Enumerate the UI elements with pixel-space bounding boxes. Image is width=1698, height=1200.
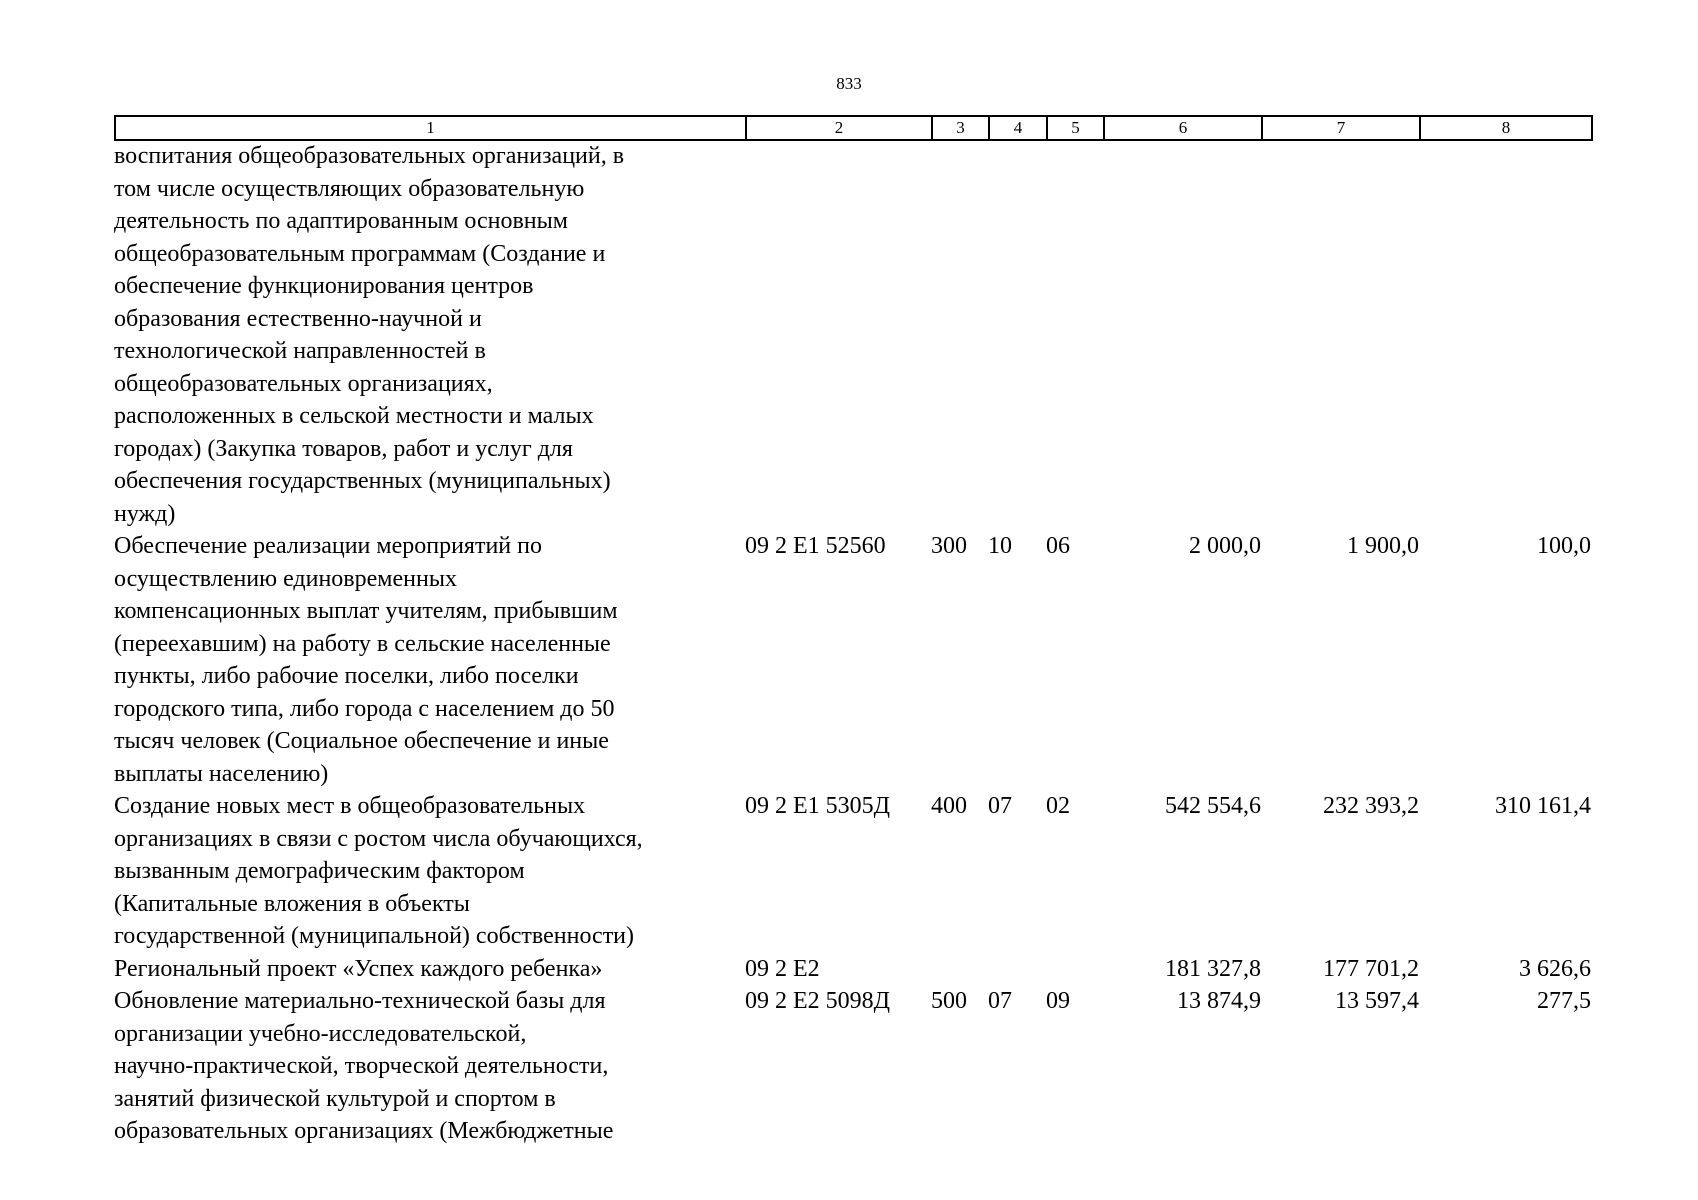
row-name-line: обеспечение функционирования центров (114, 273, 534, 299)
row-col-6: 13 874,9 (1177, 988, 1261, 1014)
header-col-7: 7 (1262, 116, 1420, 140)
row-name-line: (переехавшим) на работу в сельские населенные (114, 630, 611, 657)
row-name-line: пункты, либо рабочие поселки, либо поселки (114, 663, 579, 689)
header-col-1: 1 (115, 116, 746, 140)
row-col-4: 10 (988, 533, 1012, 559)
row-name-line: нужд) (114, 500, 176, 527)
row-col-8: 277,5 (1537, 988, 1591, 1014)
row-col-6: 181 327,8 (1165, 955, 1261, 982)
row-name-line: общеобразовательным программам (Создание и (114, 240, 606, 267)
row-col-5: 09 (1046, 988, 1070, 1014)
row-name-line: тысяч человек (Социальное обеспечение и иные (114, 728, 609, 754)
row-name (114, 790, 745, 953)
row-name (114, 140, 745, 530)
row-col-8: 310 161,4 (1495, 793, 1591, 819)
row-name-line: организации учебно-исследовательской, (114, 1020, 527, 1047)
row-col-3: 500 (931, 988, 967, 1014)
row-name-line: городах) (Закупка товаров, работ и услуг для (114, 435, 573, 462)
header-col-3: 3 (932, 116, 989, 140)
column-number-header (114, 115, 1593, 141)
row-col-4 (988, 953, 1046, 986)
row-name (114, 530, 745, 790)
row-col-5 (1046, 953, 1103, 986)
row-code: 09 2 E1 5305Д (745, 793, 891, 819)
row-name-line: (Капитальные вложения в объекты (114, 890, 470, 917)
row-col-6: 542 554,6 (1165, 793, 1261, 819)
page-number: 833 (836, 74, 862, 93)
header-col-8: 8 (1420, 116, 1592, 140)
row-name-line: организациях в связи с ростом числа обучающихся, (114, 825, 643, 852)
row-name-line: Создание новых мест в общеобразовательных (114, 793, 586, 819)
row-col-5: 06 (1046, 533, 1070, 559)
row-name-line: том числе осуществляющих образовательную (114, 175, 585, 202)
row-name-line: обеспечения государственных (муниципальных) (114, 468, 611, 494)
row-name-line: занятий физической культурой и спортом в (114, 1085, 556, 1112)
table-row (114, 790, 1591, 953)
row-col-3 (931, 140, 988, 530)
row-name-line: образовательных организациях (Межбюджетные (114, 1118, 614, 1144)
table-row (114, 985, 1591, 1148)
row-col-4 (988, 140, 1046, 530)
row-name-line: воспитания общеобразовательных организаций, в (114, 143, 625, 169)
row-col-3: 300 (931, 533, 967, 559)
table-body (114, 140, 1591, 1148)
row-col-3: 400 (931, 793, 967, 819)
row-col-7: 1 900,0 (1347, 533, 1419, 559)
row-col-7: 232 393,2 (1323, 793, 1419, 819)
row-name-line: выплаты населению) (114, 760, 329, 787)
row-col-5 (1046, 140, 1103, 530)
row-col-7 (1261, 140, 1419, 530)
row-col-7: 177 701,2 (1323, 955, 1419, 982)
row-name-line: научно-практической, творческой деятельности, (114, 1053, 609, 1079)
table-row (114, 140, 1591, 530)
row-code: 09 2 E1 52560 (745, 533, 886, 559)
header-col-5: 5 (1047, 116, 1104, 140)
row-name-line: государственной (муниципальной) собственности) (114, 923, 635, 949)
row-name-line: Обеспечение реализации мероприятий по (114, 533, 542, 559)
table-row (114, 530, 1591, 790)
row-col-8: 100,0 (1537, 533, 1591, 559)
row-col-6: 2 000,0 (1189, 533, 1261, 559)
row-col-3 (931, 953, 988, 986)
row-name-line: городского типа, либо города с населением до 50 (114, 695, 615, 722)
row-col-8 (1419, 140, 1591, 530)
header-col-6: 6 (1104, 116, 1262, 140)
row-name-line: технологической направленностей в (114, 338, 486, 364)
row-name-line: образования естественно-научной и (114, 305, 482, 332)
row-name-line: общеобразовательных организациях, (114, 370, 493, 397)
row-col-8: 3 626,6 (1519, 955, 1591, 982)
row-col-7: 13 597,4 (1335, 988, 1419, 1014)
row-name-line: компенсационных выплат учителям, прибывшим (114, 598, 618, 624)
row-name (114, 985, 745, 1148)
table-row (114, 953, 1591, 986)
row-name-line: деятельность по адаптированным основным (114, 208, 568, 234)
row-name-line: расположенных в сельской местности и малых (114, 403, 594, 429)
row-col-6 (1103, 140, 1261, 530)
row-name-line: Региональный проект «Успех каждого ребенка» (114, 955, 603, 982)
row-name (114, 953, 745, 986)
row-name-line: вызванным демографическим фактором (114, 858, 525, 884)
row-code (745, 140, 931, 530)
row-col-4: 07 (988, 988, 1012, 1014)
row-name-line: Обновление материально-технической базы для (114, 988, 606, 1014)
row-col-4: 07 (988, 793, 1012, 819)
header-col-2: 2 (746, 116, 932, 140)
header-col-4: 4 (989, 116, 1047, 140)
row-code: 09 2 E2 (745, 955, 820, 982)
row-col-5: 02 (1046, 793, 1070, 819)
row-name-line: осуществлению единовременных (114, 565, 457, 592)
budget-table (114, 140, 1591, 1148)
row-code: 09 2 E2 5098Д (745, 988, 891, 1014)
